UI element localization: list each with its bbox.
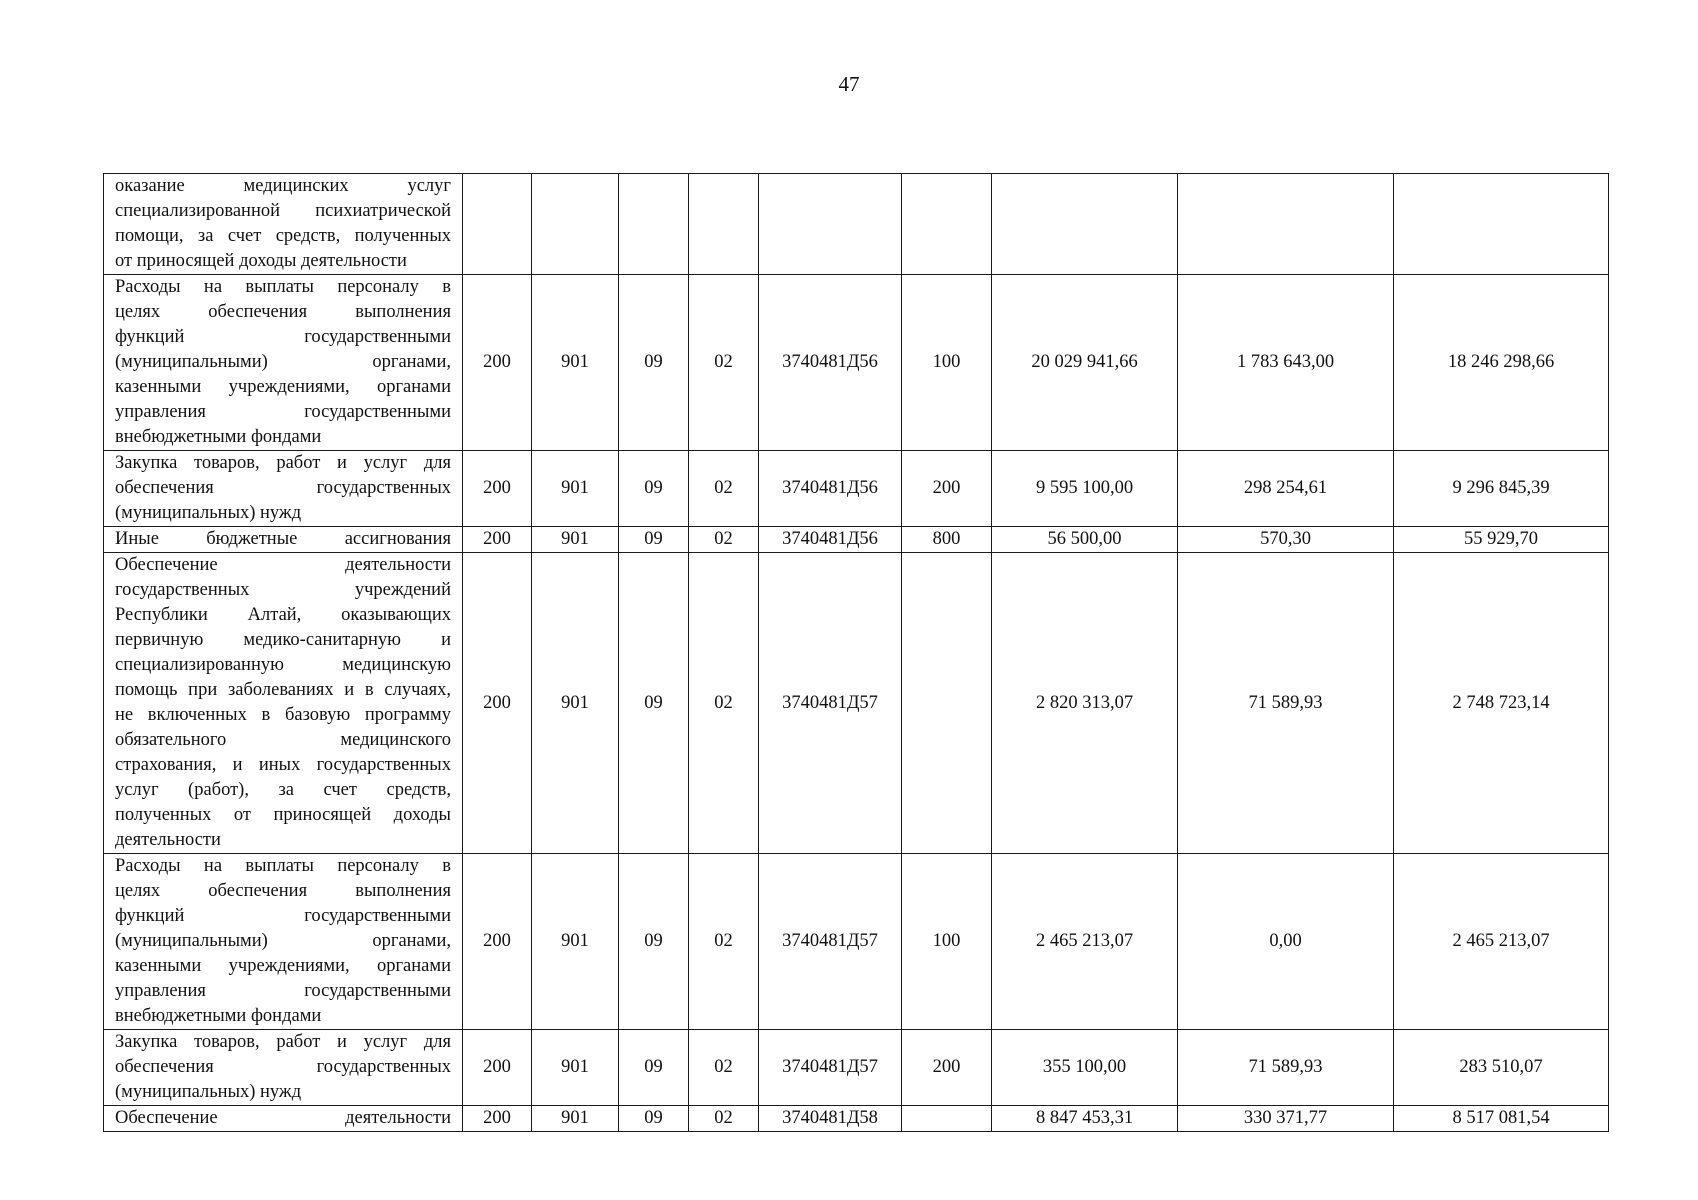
cell-remaining-amount: 2 465 213,07 (1394, 854, 1609, 1030)
cell-admin-code: 200 (463, 451, 532, 527)
cell-remaining-amount: 8 517 081,54 (1394, 1106, 1609, 1132)
expense-name-line: внебюджетными фондами (115, 1006, 322, 1026)
cell-expense-name (104, 1106, 463, 1132)
expense-name-line: функций государственными (115, 906, 451, 926)
table-row (104, 854, 1609, 1030)
cell-admin-code: 200 (463, 553, 532, 854)
cell-actual-amount: 71 589,93 (1178, 553, 1394, 854)
expense-name-line: оказание медицинских услуг (115, 176, 451, 196)
cell-target-article: 3740481Д57 (759, 1030, 902, 1106)
cell-section-code (619, 174, 689, 275)
expense-name-line: внебюджетными фондами (115, 427, 322, 447)
expense-name-line: первичную медико-санитарную и (115, 630, 451, 650)
cell-actual-amount (1178, 174, 1394, 275)
cell-actual-amount: 71 589,93 (1178, 1030, 1394, 1106)
expense-name-line: управления государственными (115, 981, 451, 1001)
cell-target-article: 3740481Д57 (759, 854, 902, 1030)
cell-expense-name (104, 553, 463, 854)
cell-admin-code: 200 (463, 1106, 532, 1132)
cell-target-article: 3740481Д57 (759, 553, 902, 854)
cell-remaining-amount: 283 510,07 (1394, 1030, 1609, 1106)
cell-section-code: 09 (619, 1106, 689, 1132)
cell-admin-code: 200 (463, 275, 532, 451)
cell-remaining-amount (1394, 174, 1609, 275)
cell-remaining-amount: 18 246 298,66 (1394, 275, 1609, 451)
cell-chapter-code: 901 (532, 451, 619, 527)
cell-expense-type (902, 553, 992, 854)
cell-admin-code (463, 174, 532, 275)
expense-name-line: Республики Алтай, оказывающих (115, 605, 451, 625)
cell-chapter-code: 901 (532, 553, 619, 854)
budget-table (103, 173, 1609, 1132)
expense-name-line: Обеспечение деятельности (115, 555, 451, 575)
expense-name-line: целях обеспечения выполнения (115, 881, 451, 901)
cell-actual-amount: 0,00 (1178, 854, 1394, 1030)
cell-admin-code: 200 (463, 527, 532, 553)
cell-planned-amount: 2 465 213,07 (992, 854, 1178, 1030)
cell-expense-type (902, 1106, 992, 1132)
expense-name-line: государственных учреждений (115, 580, 451, 600)
cell-planned-amount: 355 100,00 (992, 1030, 1178, 1106)
expense-name-line: Закупка товаров, работ и услуг для (115, 1032, 451, 1052)
table-row (104, 527, 1609, 553)
cell-expense-type: 800 (902, 527, 992, 553)
expense-name-line: Иные бюджетные ассигнования (115, 529, 451, 549)
expense-name-line: обеспечения государственных (115, 478, 451, 498)
expense-name-line: обязательного медицинского (115, 730, 451, 750)
expense-name-line: специализированной психиатрической (115, 201, 451, 221)
cell-subsection-code (689, 174, 759, 275)
table-row (104, 553, 1609, 854)
cell-subsection-code: 02 (689, 1106, 759, 1132)
expense-name-line: помощи, за счет средств, полученных (115, 226, 451, 246)
cell-planned-amount: 2 820 313,07 (992, 553, 1178, 854)
cell-subsection-code: 02 (689, 553, 759, 854)
expense-name-line: специализированную медицинскую (115, 655, 451, 675)
expense-name-line: услуг (работ), за счет средств, (115, 780, 451, 800)
table-row (104, 174, 1609, 275)
cell-subsection-code: 02 (689, 451, 759, 527)
cell-chapter-code: 901 (532, 854, 619, 1030)
cell-expense-name (104, 527, 463, 553)
expense-name-line: казенными учреждениями, органами (115, 377, 451, 397)
cell-section-code: 09 (619, 451, 689, 527)
expense-name-line: функций государственными (115, 327, 451, 347)
cell-planned-amount: 56 500,00 (992, 527, 1178, 553)
cell-planned-amount: 9 595 100,00 (992, 451, 1178, 527)
expense-name-line: (муниципальных) нужд (115, 1082, 302, 1102)
cell-chapter-code: 901 (532, 527, 619, 553)
expense-name-line: (муниципальными) органами, (115, 931, 451, 951)
cell-remaining-amount: 2 748 723,14 (1394, 553, 1609, 854)
cell-expense-name (104, 854, 463, 1030)
cell-actual-amount: 330 371,77 (1178, 1106, 1394, 1132)
expense-name-line: не включенных в базовую программу (115, 705, 451, 725)
cell-target-article: 3740481Д56 (759, 527, 902, 553)
cell-subsection-code: 02 (689, 275, 759, 451)
expense-name-line: (муниципальных) нужд (115, 503, 302, 523)
page-number: 47 (838, 72, 860, 96)
table-row (104, 275, 1609, 451)
cell-remaining-amount: 9 296 845,39 (1394, 451, 1609, 527)
cell-expense-type (902, 174, 992, 275)
table-row (104, 451, 1609, 527)
cell-admin-code: 200 (463, 1030, 532, 1106)
cell-expense-name (104, 1030, 463, 1106)
cell-actual-amount: 298 254,61 (1178, 451, 1394, 527)
cell-expense-type: 100 (902, 275, 992, 451)
expense-name-line: (муниципальными) органами, (115, 352, 451, 372)
cell-expense-type: 200 (902, 451, 992, 527)
cell-section-code: 09 (619, 527, 689, 553)
cell-remaining-amount: 55 929,70 (1394, 527, 1609, 553)
cell-subsection-code: 02 (689, 527, 759, 553)
cell-chapter-code: 901 (532, 1030, 619, 1106)
table-row (104, 1106, 1609, 1132)
cell-chapter-code: 901 (532, 275, 619, 451)
cell-actual-amount: 570,30 (1178, 527, 1394, 553)
cell-subsection-code: 02 (689, 854, 759, 1030)
cell-target-article: 3740481Д56 (759, 275, 902, 451)
cell-admin-code: 200 (463, 854, 532, 1030)
expense-name-line: помощь при заболеваниях и в случаях, (115, 680, 451, 700)
expense-name-line: полученных от приносящей доходы (115, 805, 451, 825)
table-body (104, 174, 1609, 1132)
cell-expense-name (104, 174, 463, 275)
cell-planned-amount: 20 029 941,66 (992, 275, 1178, 451)
cell-section-code: 09 (619, 275, 689, 451)
cell-section-code: 09 (619, 553, 689, 854)
cell-section-code: 09 (619, 1030, 689, 1106)
cell-section-code: 09 (619, 854, 689, 1030)
cell-chapter-code (532, 174, 619, 275)
cell-chapter-code: 901 (532, 1106, 619, 1132)
cell-expense-name (104, 451, 463, 527)
expense-name-line: управления государственными (115, 402, 451, 422)
cell-planned-amount (992, 174, 1178, 275)
expense-name-line: Закупка товаров, работ и услуг для (115, 453, 451, 473)
expense-name-line: Расходы на выплаты персоналу в (115, 856, 451, 876)
table-row (104, 1030, 1609, 1106)
cell-target-article (759, 174, 902, 275)
expense-name-line: страхования, и иных государственных (115, 755, 451, 775)
expense-name-line: Расходы на выплаты персоналу в (115, 277, 451, 297)
expense-name-line: деятельности (115, 830, 221, 850)
expense-name-line: целях обеспечения выполнения (115, 302, 451, 322)
expense-name-line: от приносящей доходы деятельности (115, 251, 407, 271)
expense-name-line: казенными учреждениями, органами (115, 956, 451, 976)
cell-target-article: 3740481Д56 (759, 451, 902, 527)
cell-expense-type: 200 (902, 1030, 992, 1106)
cell-expense-type: 100 (902, 854, 992, 1030)
cell-actual-amount: 1 783 643,00 (1178, 275, 1394, 451)
cell-subsection-code: 02 (689, 1030, 759, 1106)
cell-planned-amount: 8 847 453,31 (992, 1106, 1178, 1132)
expense-name-line: обеспечения государственных (115, 1057, 451, 1077)
cell-expense-name (104, 275, 463, 451)
expense-name-line: Обеспечение деятельности (115, 1108, 451, 1128)
cell-target-article: 3740481Д58 (759, 1106, 902, 1132)
